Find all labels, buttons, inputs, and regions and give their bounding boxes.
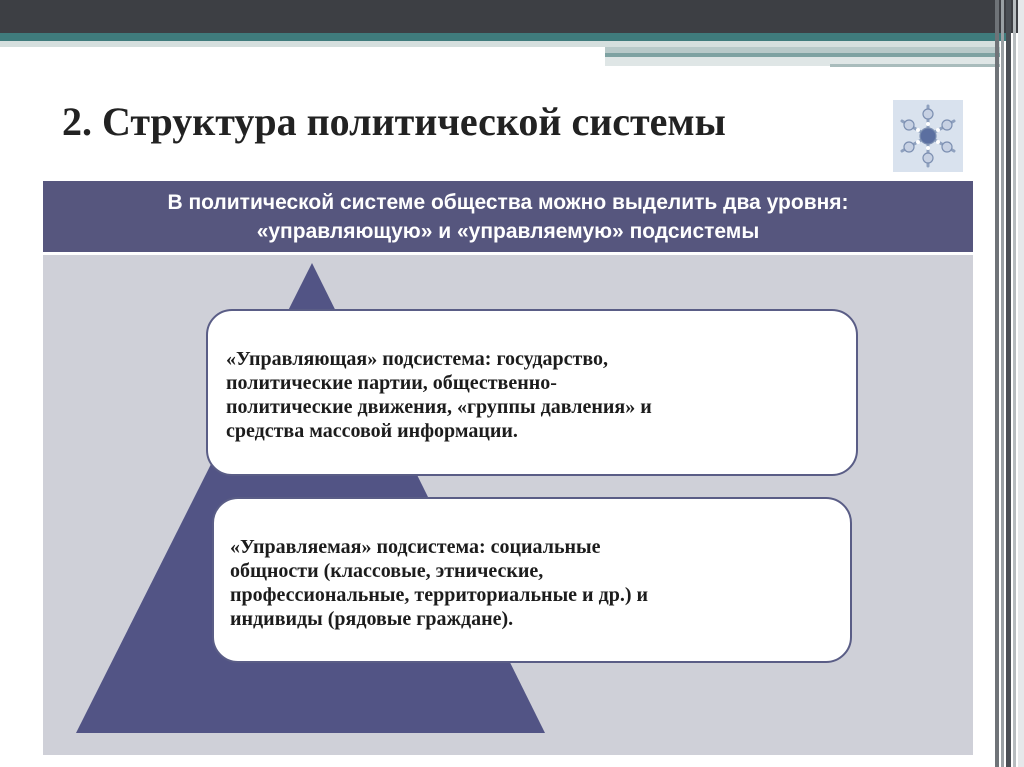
governing-line-1: «Управляющая» подсистема: государство, xyxy=(226,348,608,370)
governed-line-3: профессиональные, территориальные и др.) и xyxy=(230,584,649,606)
governing-line-4: средства массовой информации. xyxy=(226,420,518,442)
governing-line-2: политические партии, общественно- xyxy=(226,372,557,394)
slide-title: 2. Структура политической системы xyxy=(62,99,726,144)
governed-line-4: индивиды (рядовые граждане). xyxy=(230,608,514,630)
governed-subsystem-box xyxy=(212,497,852,663)
governed-line-2: общности (классовые, этнические, xyxy=(230,560,544,582)
banner-line-2: «управляющую» и «управляемую» подсистемы xyxy=(256,220,760,243)
governing-subsystem-box xyxy=(206,309,858,476)
governed-line-1: «Управляемая» подсистема: социальные xyxy=(230,536,601,558)
banner-line-1: В политической системе общества можно выделить два уровня: xyxy=(167,191,849,214)
governing-line-3: политические движения, «группы давления» и xyxy=(226,396,652,418)
